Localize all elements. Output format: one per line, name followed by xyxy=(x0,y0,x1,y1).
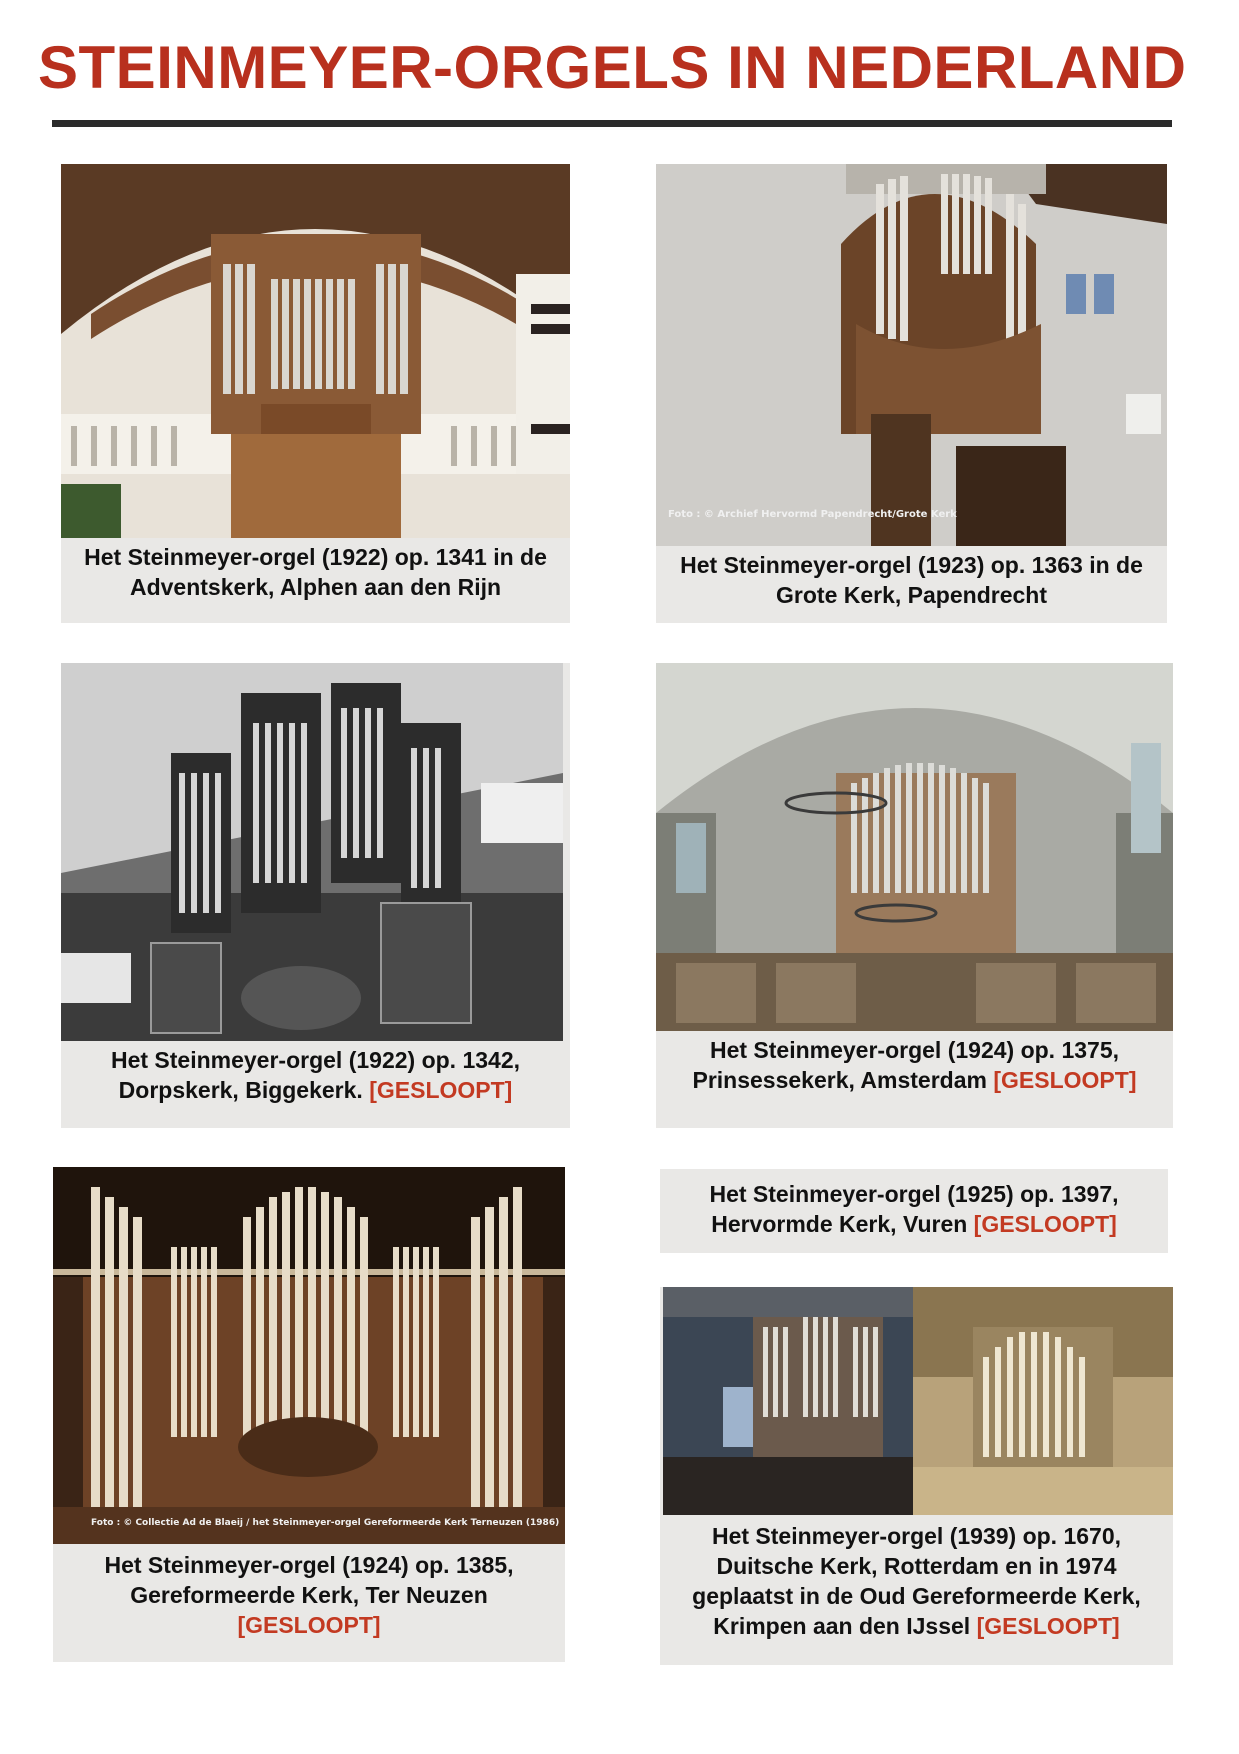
caption-line: Het Steinmeyer-orgel (1922) op. 1342, xyxy=(110,1047,521,1073)
caption-line: Het Steinmeyer-orgel (1924) op. 1375, xyxy=(709,1037,1120,1063)
organ-card-terneuzen xyxy=(53,1167,565,1662)
organ-card-amsterdam xyxy=(656,663,1173,1128)
photo-credit: Foto : © Archief Hervormd Papendrecht/Grote Kerk xyxy=(668,509,957,520)
caption-line: Prinsessekerk, Amsterdam xyxy=(692,1067,987,1093)
caption-line: Adventskerk, Alphen aan den Rijn xyxy=(129,574,502,600)
demolished-label: [GESLOOPT] xyxy=(369,1077,513,1103)
demolished-label: [GESLOOPT] xyxy=(993,1067,1137,1093)
organ-photo-papendrecht xyxy=(656,164,1167,546)
page-title: STEINMEYER-ORGELS IN NEDERLAND xyxy=(38,34,1187,101)
caption-line: Het Steinmeyer-orgel (1925) op. 1397, xyxy=(709,1181,1119,1207)
caption-line: Duitsche Kerk, Rotterdam en in 1974 xyxy=(716,1553,1117,1579)
organ-card-vuren xyxy=(660,1169,1168,1253)
organ-photo-terneuzen xyxy=(53,1167,565,1544)
demolished-label: [GESLOOPT] xyxy=(976,1613,1120,1639)
caption-line: Het Steinmeyer-orgel (1923) op. 1363 in de xyxy=(680,552,1143,578)
photo-credit: Foto : © Collectie Ad de Blaeij / het Steinmeyer-orgel Gereformeerde Kerk Terneuzen (1986) xyxy=(91,1518,560,1528)
caption-line: Grote Kerk, Papendrecht xyxy=(776,582,1047,608)
caption-line: Krimpen aan den IJssel xyxy=(713,1613,971,1639)
caption-line: Het Steinmeyer-orgel (1939) op. 1670, xyxy=(711,1523,1122,1549)
organ-card-rotterdam xyxy=(660,1287,1173,1665)
title-divider xyxy=(52,120,1172,127)
organ-card-alphen xyxy=(61,164,570,623)
caption-line: Gereformeerde Kerk, Ter Neuzen xyxy=(130,1582,488,1608)
caption-line: Het Steinmeyer-orgel (1922) op. 1341 in de xyxy=(84,544,547,570)
caption-line: geplaatst in de Oud Gereformeerde Kerk, xyxy=(692,1583,1141,1609)
organ-card-biggekerk xyxy=(61,663,570,1128)
demolished-label: [GESLOOPT] xyxy=(237,1612,381,1638)
caption-line: Hervormde Kerk, Vuren xyxy=(711,1211,968,1237)
organ-photo-rotterdam xyxy=(663,1287,1173,1515)
caption-line: Dorpskerk, Biggekerk. xyxy=(118,1077,363,1103)
organ-photo-alphen xyxy=(61,164,570,538)
organ-photo-biggekerk xyxy=(61,663,563,1041)
demolished-label: [GESLOOPT] xyxy=(973,1211,1117,1237)
caption-line: Het Steinmeyer-orgel (1924) op. 1385, xyxy=(104,1552,514,1578)
organ-photo-amsterdam xyxy=(656,663,1173,1031)
organ-card-papendrecht xyxy=(656,164,1167,623)
